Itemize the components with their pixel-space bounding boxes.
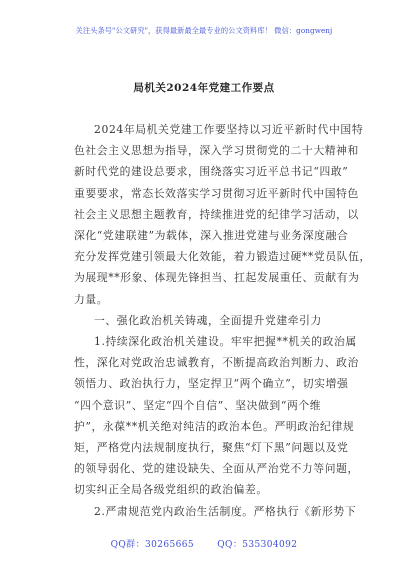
text-line: 2.严肃规范党内政治生活制度。严格执行《新形势下 (94, 504, 357, 518)
text-line: 矩，严格党内法规制度执行，聚焦“灯下黑”问题以及党 (74, 441, 349, 455)
text-line: 充分发挥党建引领最大化效能，着力锻造过硬**党员队伍， (74, 250, 371, 264)
document-title: 局机关2024年党建工作要点 (133, 82, 275, 94)
text-line: 力量。 (74, 292, 109, 306)
section-heading-text: 一、强化政治机关铸魂，全面提升党建牵引力 (94, 313, 322, 327)
text-line: 重要要求，常态长效落实学习贯彻习近平新时代中国特色 (74, 186, 359, 200)
footer-qq: QQ：535304092 (217, 540, 298, 550)
section-heading (74, 310, 346, 331)
text-line: 为展现**形象、体现先锋担当、扛起发展重任、贡献有为 (74, 271, 360, 285)
text-line: 色社会主义思想为指导，深入学习贯彻党的二十大精神和 (74, 144, 359, 158)
text-line: 1.持续深化政治机关建设。牢牢把握**机关的政治属 (94, 335, 357, 349)
text-line: 性，深化对党政治忠诚教育，不断提高政治判断力、政治 (74, 356, 359, 370)
text-line: 护”，永葆**机关绝对纯洁的政治本色。严明政治纪律规 (74, 419, 355, 433)
footer-contact (0, 537, 408, 550)
text-line: 的领导弱化、党的建设缺失、全面从严治党不力等问题， (74, 462, 359, 476)
paragraph-intro (74, 119, 371, 310)
document-body (74, 119, 371, 522)
text-line: 深化“党建联建”为载体，深入推进党建与业务深度融合 (74, 229, 349, 243)
paragraph-item-1 (74, 331, 359, 501)
paragraph-item-2 (74, 501, 357, 522)
header-promo-note: 关注头条号"公文研究"，获得最新最全最专业的公文资料库！ 微信：gongwenj (75, 26, 333, 35)
footer-qq-group: QQ群：30265665 (110, 540, 194, 550)
text-line: 领悟力、政治执行力，坚定捍卫“两个确立”，切实增强 (74, 377, 349, 391)
text-line: “四个意识”、坚定“四个自信”、坚决做到“两个维 (74, 398, 322, 412)
text-line: 2024年局机关党建工作要坚持以习近平新时代中国特 (94, 123, 364, 136)
text-line: 社会主义思想主题教育，持续推进党的纪律学习活动，以 (74, 207, 359, 221)
text-line: 新时代党的建设总要求，围绕落实习近平总书记“四敢” (74, 165, 349, 179)
text-line: 切实纠正全局各级党组织的政治偏差。 (74, 483, 268, 497)
